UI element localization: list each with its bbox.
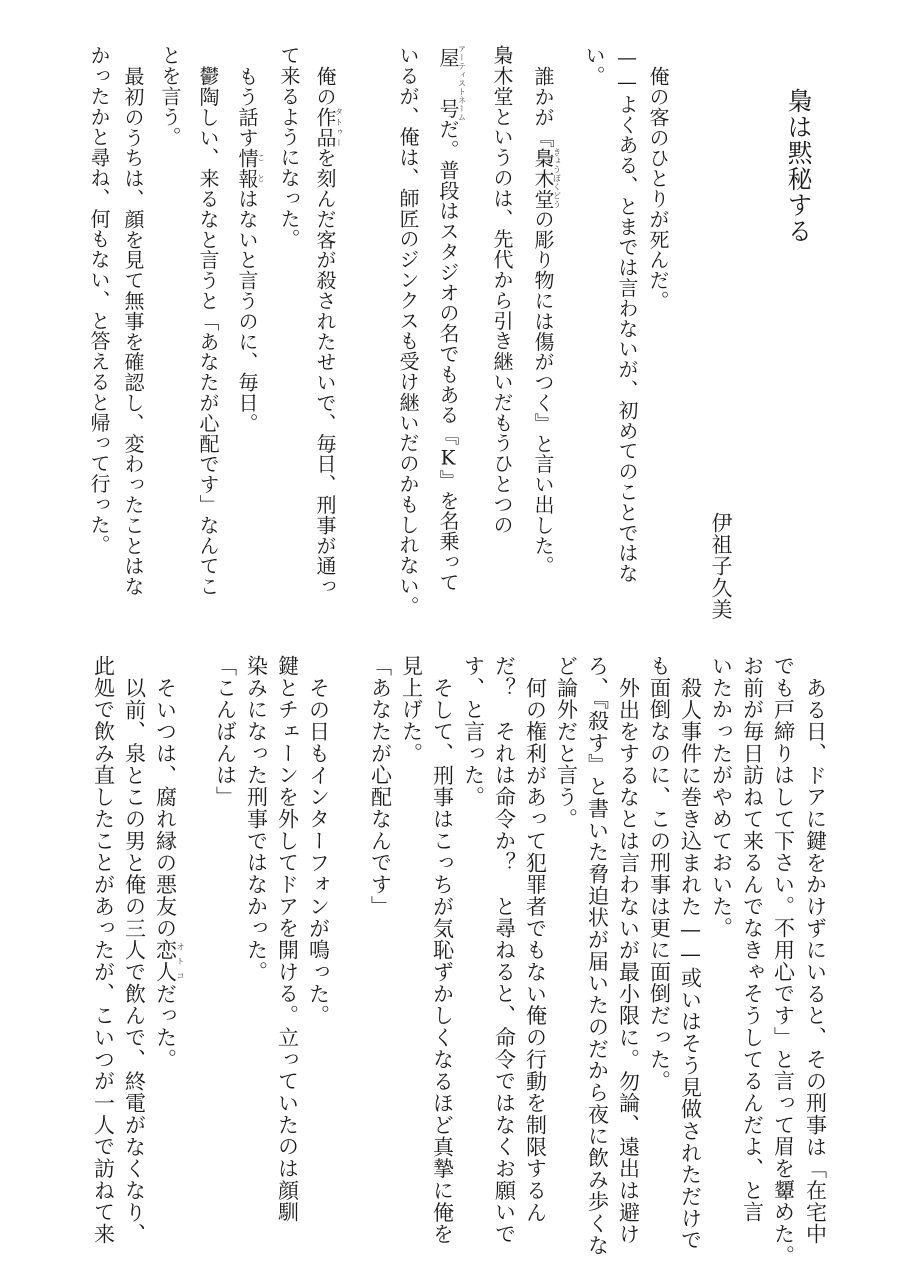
- text-segment: い。: [582, 45, 606, 86]
- text-column: [584, 45, 604, 86]
- text-segment: も面倒なのに、この刑事は更に面倒だった。: [647, 655, 672, 1092]
- text-column: [805, 677, 826, 1245]
- text-column: [432, 677, 453, 1245]
- text-segment: そいつは、腐れ縁の悪友の: [153, 677, 178, 940]
- text-segment: 外出をするなとは言わないが最小限に。勿論、遠出は避け: [616, 677, 641, 1246]
- text-segment: もう話す: [235, 66, 259, 148]
- ruby-reading: アーティストネーム: [457, 45, 467, 122]
- text-column: [308, 677, 329, 1027]
- text-segment: ある日、ドアに鍵をかけずにいると、その刑事は「在宅中: [803, 677, 828, 1246]
- ruby-reading: こと: [256, 147, 266, 189]
- text-column: [742, 655, 763, 1223]
- ruby-reading: きょうぼくどう: [552, 147, 562, 209]
- text-segment: の彫り物には傷がつく』と言い出した。: [531, 208, 555, 577]
- text-segment: 「あなたが心配なんです」: [368, 655, 393, 918]
- text-segment: 誰かが『: [531, 66, 555, 148]
- text-segment: いたかったがやめておいた。: [709, 655, 734, 940]
- text-segment: そして、刑事はこっちが気恥ずかしくなるほど真摯に俺を: [430, 677, 455, 1246]
- text-segment: いるが、俺は、師匠のジンクスも受け継いだのかもしれない。: [396, 45, 420, 617]
- text-segment: 「こんばんは」: [213, 655, 238, 808]
- text-segment: はないと言うのに、毎日。: [235, 188, 259, 434]
- text-column: [215, 655, 236, 808]
- text-segment: 鍵とチェーンを外してドアを開ける。立っていたのは顔馴: [275, 655, 300, 1224]
- ruby-annotated-text: [531, 147, 562, 209]
- text-segment: 梟木堂というのは、先代から引き継いだもうひとつの: [490, 45, 514, 535]
- text-column: [463, 655, 484, 808]
- text-column: [277, 655, 298, 1223]
- text-column: [773, 655, 794, 1267]
- text-segment: ——よくある、とまでは言わないが、初めてのことではな: [615, 45, 639, 584]
- text-segment: お前が毎日訪ねて来るんでなきゃそうしてるんだよ、と言: [740, 655, 765, 1224]
- text-segment: 何の権利があって犯罪者でもない俺の行動を制限するん: [523, 677, 548, 1224]
- text-segment: て来るようになった。: [277, 45, 301, 249]
- text-column: [315, 66, 343, 596]
- ruby-base: 屋 号: [436, 45, 460, 122]
- text-segment: だ？ それは命令か？ と尋ねると、命令ではなくお願いで: [492, 655, 517, 1245]
- text-segment: 見上げた。: [399, 655, 424, 765]
- text-column: [556, 655, 577, 830]
- text-column: [198, 66, 218, 596]
- text-column: [649, 655, 670, 1092]
- ruby-reading: オトコ: [176, 939, 185, 983]
- text-segment: 俺の客のひとりが死んだ。: [646, 66, 670, 311]
- text-column: [438, 45, 466, 592]
- text-column: [246, 655, 267, 983]
- text-segment: かったかと尋ね、何もない、と答えると帰って行った。: [87, 45, 111, 555]
- text-column: [587, 655, 608, 1256]
- text-column: [494, 655, 515, 1245]
- text-column: [492, 45, 512, 535]
- text-segment: ど論外だと言う。: [554, 655, 579, 830]
- text-column: [93, 655, 114, 1245]
- text-column: [279, 45, 299, 249]
- text-column: [617, 45, 637, 583]
- text-segment: 染みになった刑事ではなかった。: [244, 655, 269, 983]
- text-segment: 此処で飲み直したことがあったが、こいつが一人で訪ねて来: [91, 655, 116, 1245]
- text-column: [155, 677, 185, 1070]
- text-segment: 最初のうちは、顔を見て無事を確認し、変わったことはな: [121, 66, 145, 597]
- text-column: [533, 66, 561, 576]
- text-column: [124, 677, 145, 1245]
- text-segment: 殺人事件に巻き込まれた——或いはそう見做されただけで: [678, 677, 703, 1252]
- ruby-annotated-text: [153, 939, 185, 983]
- text-column: [89, 45, 109, 555]
- ruby-annotated-text: [436, 45, 467, 122]
- text-segment: 以前、泉とこの男と俺の三人で飲んで、終電がなくなり、: [122, 677, 147, 1246]
- text-column: [618, 677, 639, 1245]
- author-name: 伊祖子久美: [709, 512, 733, 620]
- text-segment: 俺の: [313, 66, 337, 107]
- text-column: [398, 45, 418, 616]
- text-segment: 鬱陶しい、来るなと言うと「あなたが心配です」なんてこ: [196, 66, 220, 597]
- ruby-base: 作品: [313, 106, 337, 148]
- ruby-base: 情報: [235, 147, 259, 189]
- ruby-annotated-text: [235, 147, 266, 189]
- text-segment: を刻んだ客が殺されたせいで、毎日、刑事が通っ: [313, 147, 337, 597]
- text-column: [648, 66, 668, 311]
- ruby-base: 梟木堂: [531, 147, 555, 209]
- text-segment: だった。: [153, 982, 178, 1071]
- text-column: [401, 655, 422, 764]
- text-segment: だ。普段はスタジオの名でもある『K』を名乗って: [436, 118, 460, 593]
- ruby-annotated-text: [313, 106, 344, 148]
- text-column: [711, 655, 732, 939]
- text-column: [525, 677, 546, 1223]
- text-column: [370, 655, 391, 917]
- text-segment: ろ、『殺す』と書いた脅迫状が届いたのだから夜に飲み歩くな: [585, 655, 610, 1257]
- ruby-reading: タトゥー: [334, 106, 344, 148]
- text-segment: す、と言った。: [461, 655, 486, 808]
- text-column: [680, 677, 701, 1251]
- ruby-base: 恋人: [153, 939, 178, 983]
- text-column: [123, 66, 143, 596]
- text-segment: その日もインターフォンが鳴った。: [306, 677, 331, 1027]
- text-segment: でも戸締りはして下さい。不用心です」と言って眉を顰めた。: [771, 655, 796, 1267]
- text-column: [237, 66, 265, 433]
- story-title: 梟は黙秘する: [784, 88, 813, 244]
- text-column: [160, 45, 180, 147]
- text-segment: とを言う。: [158, 45, 182, 147]
